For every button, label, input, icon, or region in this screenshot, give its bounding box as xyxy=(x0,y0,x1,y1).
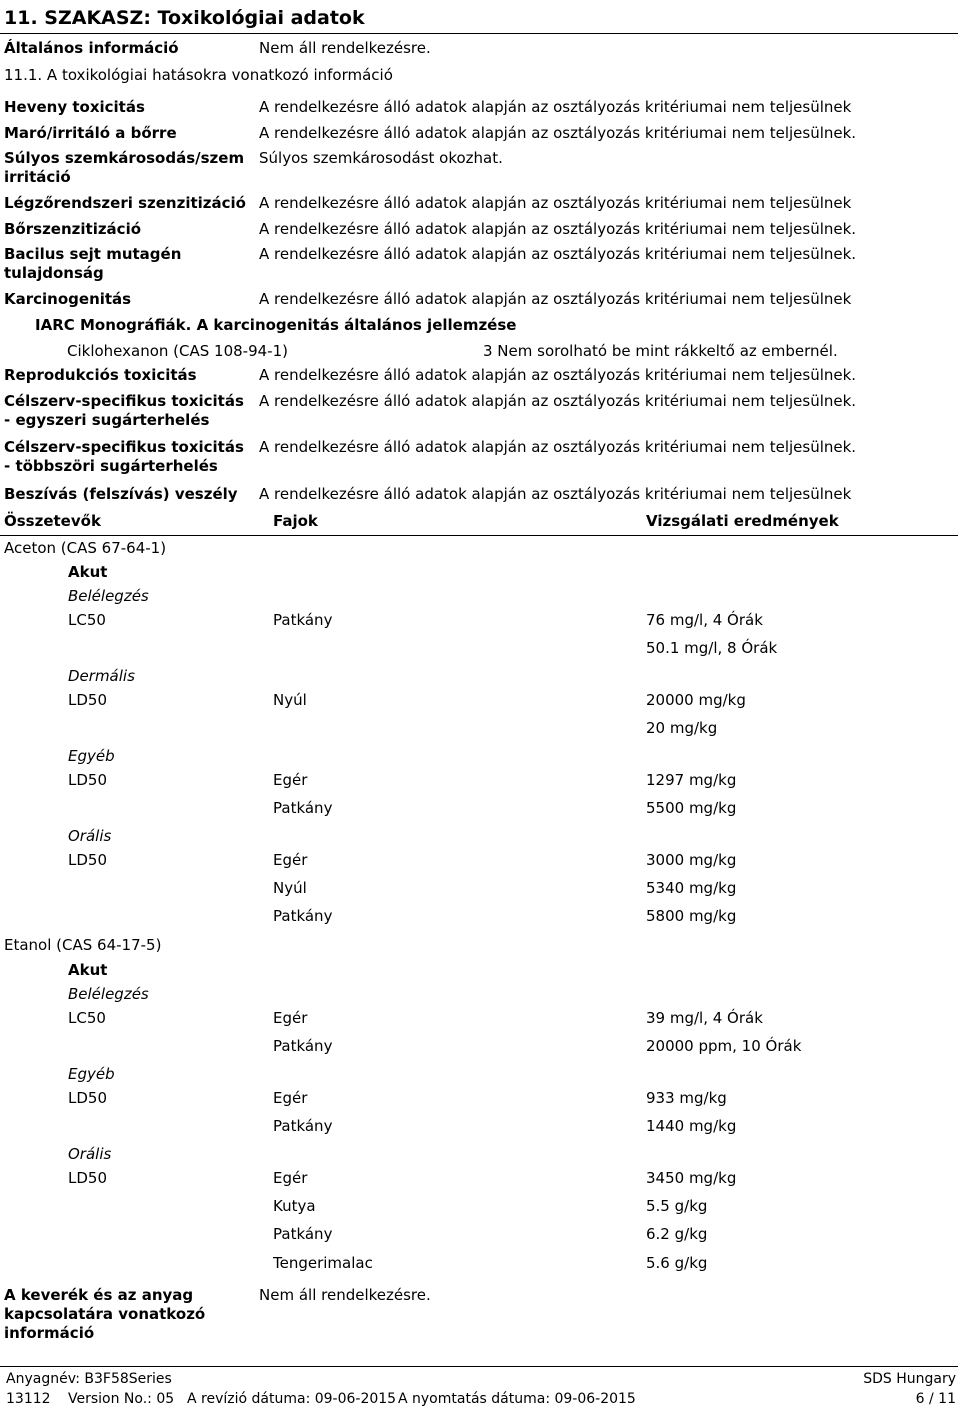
hazard-label-carcino: Karcinogenitás xyxy=(4,290,132,308)
aceton-ld50-dermal-value-1: 20000 mg/kg xyxy=(646,691,746,709)
etanol-ld50-oral-species-1: Egér xyxy=(273,1169,308,1187)
etanol-lc50-value-2: 20000 ppm, 10 Órák xyxy=(646,1037,802,1055)
aceton-ld50-oral-value-3: 5800 mg/kg xyxy=(646,907,737,925)
etanol-other-heading: Egyéb xyxy=(68,1065,115,1083)
subsection-title: 11.1. A toxikológiai hatásokra vonatkozó információ xyxy=(4,66,393,84)
hazard-label-stot-re-2: - többszöri sugárterhelés xyxy=(4,457,218,475)
footer-print-date: A nyomtatás dátuma: 09-06-2015 xyxy=(398,1391,636,1407)
aceton-ld50-oral-value-2: 5340 mg/kg xyxy=(646,879,737,897)
component-aceton: Aceton (CAS 67-64-1) xyxy=(4,539,167,557)
table-header-results: Vizsgálati eredmények xyxy=(646,512,839,530)
hazard-label-repro: Reprodukciós toxicitás xyxy=(4,366,197,384)
aceton-other-heading: Egyéb xyxy=(68,747,115,765)
mixture-label-3: információ xyxy=(4,1324,95,1342)
hazard-value-repro: A rendelkezésre álló adatok alapján az osztályozás kritériumai nem teljesülnek. xyxy=(259,366,857,384)
hazard-value-acute: A rendelkezésre álló adatok alapján az osztályozás kritériumai nem teljesülnek xyxy=(259,98,852,116)
mixture-label-2: kapcsolatára vonatkozó xyxy=(4,1305,206,1323)
aceton-ld50-other-value-1: 1297 mg/kg xyxy=(646,771,737,789)
component-etanol: Etanol (CAS 64-17-5) xyxy=(4,936,162,954)
footer-divider xyxy=(0,1366,958,1367)
aceton-lc50-value-1: 76 mg/l, 4 Órák xyxy=(646,611,763,629)
hazard-value-skin: A rendelkezésre álló adatok alapján az osztályozás kritériumai nem teljesülnek. xyxy=(259,124,857,142)
hazard-label-acute: Heveny toxicitás xyxy=(4,98,145,116)
aceton-dermal-heading: Dermális xyxy=(68,667,135,685)
aceton-ld50-dermal: LD50 xyxy=(68,691,107,709)
aceton-lc50-species: Patkány xyxy=(273,611,333,629)
hazard-label-stot-se-2: - egyszeri sugárterhelés xyxy=(4,411,210,429)
aceton-ld50-oral-species-3: Patkány xyxy=(273,907,333,925)
general-info-label: Általános információ xyxy=(4,39,179,57)
etanol-ld50-other-value-2: 1440 mg/kg xyxy=(646,1117,737,1135)
etanol-ld50-other-value-1: 933 mg/kg xyxy=(646,1089,727,1107)
etanol-acute-heading: Akut xyxy=(68,961,108,979)
aceton-ld50-other-value-2: 5500 mg/kg xyxy=(646,799,737,817)
etanol-ld50-oral-value-2: 5.5 g/kg xyxy=(646,1197,708,1215)
mixture-value: Nem áll rendelkezésre. xyxy=(259,1286,431,1304)
aceton-ld50-dermal-value-2: 20 mg/kg xyxy=(646,719,718,737)
aceton-oral-heading: Orális xyxy=(68,827,112,845)
etanol-ld50-other: LD50 xyxy=(68,1089,107,1107)
etanol-ld50-oral-species-2: Kutya xyxy=(273,1197,316,1215)
iarc-substance: Ciklohexanon (CAS 108-94-1) xyxy=(67,342,288,360)
aceton-ld50-oral-value-1: 3000 mg/kg xyxy=(646,851,737,869)
mixture-label-1: A keverék és az anyag xyxy=(4,1286,194,1304)
hazard-label-aspiration: Beszívás (felszívás) veszély xyxy=(4,485,238,503)
aceton-lc50: LC50 xyxy=(68,611,106,629)
footer-doc-number: 13112 xyxy=(6,1391,51,1407)
hazard-label-skin-sens: Bőrszenzitizáció xyxy=(4,220,142,238)
table-header-components: Összetevők xyxy=(4,512,101,530)
hazard-label-stot-se-1: Célszerv-specifikus toxicitás xyxy=(4,392,244,410)
section-title: 11. SZAKASZ: Toxikológiai adatok xyxy=(4,7,365,29)
etanol-ld50-oral-value-4: 5.6 g/kg xyxy=(646,1254,708,1272)
etanol-oral-heading: Orális xyxy=(68,1145,112,1163)
footer-version: Version No.: 05 xyxy=(68,1391,175,1407)
table-header-species: Fajok xyxy=(273,512,318,530)
footer-brand: SDS Hungary xyxy=(863,1371,956,1387)
aceton-ld50-oral-species-1: Egér xyxy=(273,851,308,869)
hazard-label-stot-re-1: Célszerv-specifikus toxicitás xyxy=(4,438,244,456)
aceton-ld50-dermal-species: Nyúl xyxy=(273,691,307,709)
etanol-lc50-value-1: 39 mg/l, 4 Órák xyxy=(646,1009,763,1027)
etanol-ld50-oral-species-4: Tengerimalac xyxy=(273,1254,373,1272)
hazard-value-carcino: A rendelkezésre álló adatok alapján az osztályozás kritériumai nem teljesülnek xyxy=(259,290,852,308)
hazard-value-aspiration: A rendelkezésre álló adatok alapján az osztályozás kritériumai nem teljesülnek xyxy=(259,485,852,503)
etanol-lc50-species-1: Egér xyxy=(273,1009,308,1027)
aceton-acute-heading: Akut xyxy=(68,563,108,581)
hazard-label-skin: Maró/irritáló a bőrre xyxy=(4,124,177,142)
footer-product: Anyagnév: B3F58Series xyxy=(6,1371,172,1387)
etanol-ld50-other-species-2: Patkány xyxy=(273,1117,333,1135)
hazard-label-mutagen-1: Bacilus sejt mutagén xyxy=(4,245,182,263)
etanol-ld50-oral-value-1: 3450 mg/kg xyxy=(646,1169,737,1187)
iarc-heading: IARC Monográfiák. A karcinogenitás általános jellemzése xyxy=(35,316,517,334)
aceton-lc50-value-2: 50.1 mg/l, 8 Órák xyxy=(646,639,778,657)
aceton-inhalation-heading: Belélegzés xyxy=(68,587,149,605)
etanol-lc50: LC50 xyxy=(68,1009,106,1027)
hazard-value-mutagen: A rendelkezésre álló adatok alapján az osztályozás kritériumai nem teljesülnek. xyxy=(259,245,857,263)
section-divider xyxy=(0,33,958,34)
aceton-ld50-oral: LD50 xyxy=(68,851,107,869)
etanol-ld50-oral-species-3: Patkány xyxy=(273,1225,333,1243)
etanol-ld50-oral: LD50 xyxy=(68,1169,107,1187)
etanol-inhalation-heading: Belélegzés xyxy=(68,985,149,1003)
hazard-value-resp: A rendelkezésre álló adatok alapján az osztályozás kritériumai nem teljesülnek xyxy=(259,194,852,212)
footer-revision-date: A revízió dátuma: 09-06-2015 xyxy=(187,1391,397,1407)
hazard-label-resp: Légzőrendszeri szenzitizáció xyxy=(4,194,246,212)
hazard-value-skin-sens: A rendelkezésre álló adatok alapján az osztályozás kritériumai nem teljesülnek. xyxy=(259,220,857,238)
iarc-classification: 3 Nem sorolható be mint rákkeltő az embernél. xyxy=(483,342,838,360)
aceton-ld50-other: LD50 xyxy=(68,771,107,789)
hazard-value-eye: Súlyos szemkárosodást okozhat. xyxy=(259,149,503,167)
hazard-value-stot-re: A rendelkezésre álló adatok alapján az osztályozás kritériumai nem teljesülnek. xyxy=(259,438,857,456)
aceton-ld50-other-species-2: Patkány xyxy=(273,799,333,817)
general-info-value: Nem áll rendelkezésre. xyxy=(259,39,431,57)
aceton-ld50-oral-species-2: Nyúl xyxy=(273,879,307,897)
etanol-ld50-other-species-1: Egér xyxy=(273,1089,308,1107)
etanol-ld50-oral-value-3: 6.2 g/kg xyxy=(646,1225,708,1243)
footer-page-number: 6 / 11 xyxy=(915,1391,956,1407)
table-header-divider xyxy=(0,535,958,536)
etanol-lc50-species-2: Patkány xyxy=(273,1037,333,1055)
hazard-label-mutagen-2: tulajdonság xyxy=(4,264,104,282)
hazard-label-eye-2: irritáció xyxy=(4,168,71,186)
aceton-ld50-other-species-1: Egér xyxy=(273,771,308,789)
hazard-label-eye-1: Súlyos szemkárosodás/szem xyxy=(4,149,245,167)
hazard-value-stot-se: A rendelkezésre álló adatok alapján az osztályozás kritériumai nem teljesülnek. xyxy=(259,392,857,410)
